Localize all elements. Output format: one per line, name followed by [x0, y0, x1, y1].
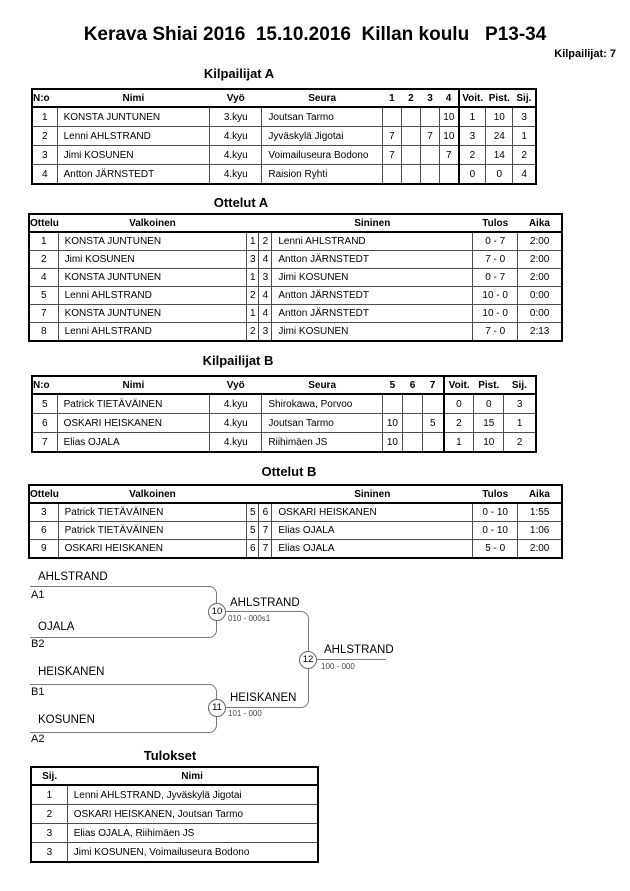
col-header-no: N:o: [32, 376, 57, 394]
wins-cell: 0: [444, 394, 474, 414]
competitor-name: Jimi KOSUNEN: [57, 146, 210, 165]
time-cell: 2:00: [518, 251, 562, 269]
points-cell: 15: [474, 414, 504, 433]
place-cell: 1: [31, 785, 67, 805]
competitor-name: KONSTA JUNTUNEN: [57, 107, 210, 127]
match-no: 8: [29, 323, 58, 342]
result-cell: 10 - 0: [473, 287, 518, 305]
competitor-club: Joutsan Tarmo: [262, 414, 382, 433]
points-cell: 10: [474, 433, 504, 453]
white-name: KONSTA JUNTUNEN: [58, 232, 247, 251]
col-header-wins: Voit.: [444, 376, 474, 394]
competitor-club: Shirokawa, Porvoo: [262, 394, 382, 414]
score-cell: [401, 146, 420, 165]
result-name: Elias OJALA, Riihimäen JS: [67, 824, 318, 843]
result-name: OSKARI HEISKANEN, Joutsan Tarmo: [67, 805, 318, 824]
blue-name: Jimi KOSUNEN: [272, 323, 473, 342]
col-header-m3: 3: [420, 89, 439, 107]
competitor-belt: 4.kyu: [210, 433, 262, 453]
blue-no: 2: [259, 232, 272, 251]
col-header-m2: 6: [402, 376, 422, 394]
bracket-connector: [216, 659, 309, 708]
white-no: 5: [247, 503, 259, 522]
table-row: [32, 394, 536, 414]
score-cell: 5: [423, 414, 444, 433]
pool-a-header-row: [32, 89, 536, 107]
matches-b-header-row: [29, 485, 562, 503]
place-cell: 2: [513, 146, 536, 165]
match-no: 7: [29, 305, 58, 323]
table-row: [31, 805, 318, 824]
white-no: 5: [247, 522, 259, 540]
score-cell: [382, 165, 401, 185]
competitor-no: 6: [32, 414, 57, 433]
col-header-time: Aika: [518, 214, 562, 232]
match-no: 1: [29, 232, 58, 251]
match-no: 5: [29, 287, 58, 305]
competitor-name: Antton JÄRNSTEDT: [57, 165, 210, 185]
results-table: [30, 766, 319, 863]
score-cell: 7: [382, 127, 401, 146]
place-cell: 1: [504, 414, 536, 433]
table-row: [32, 127, 536, 146]
place-cell: 3: [31, 843, 67, 863]
pool-b-heading: Kilpailijat B: [202, 353, 274, 368]
match-no: 3: [29, 503, 58, 522]
competitor-club: Raision Ryhti: [262, 165, 382, 185]
col-header-club: Seura: [262, 89, 382, 107]
result-cell: 0 - 7: [473, 232, 518, 251]
col-header-m2: 2: [401, 89, 420, 107]
result-cell: 5 - 0: [473, 540, 518, 559]
white-name: OSKARI HEISKANEN: [58, 540, 247, 559]
time-cell: 2:00: [518, 232, 562, 251]
blue-name: OSKARI HEISKANEN: [272, 503, 473, 522]
bracket-winner: HEISKANEN: [230, 692, 297, 704]
result-cell: 7 - 0: [473, 323, 518, 342]
table-row: [29, 323, 562, 342]
match-no: 2: [29, 251, 58, 269]
bracket-seed: A1: [31, 589, 45, 601]
competitor-no: 4: [32, 165, 57, 185]
score-cell: [423, 433, 444, 453]
col-header-blue: Sininen: [272, 485, 473, 503]
competitor-name: Elias OJALA: [57, 433, 210, 453]
wins-cell: 1: [444, 433, 474, 453]
blue-no: 4: [259, 287, 272, 305]
blue-no: 3: [259, 323, 272, 342]
pool-b-table: [31, 375, 537, 453]
match-number-badge: 11: [208, 699, 226, 717]
competitor-belt: 4.kyu: [210, 394, 262, 414]
blue-no: 7: [259, 522, 272, 540]
time-cell: 2:13: [518, 323, 562, 342]
col-header-m1: 5: [382, 376, 402, 394]
score-cell: 7: [420, 127, 439, 146]
white-name: KONSTA JUNTUNEN: [58, 269, 247, 287]
points-cell: 14: [486, 146, 513, 165]
bracket-connector: [30, 586, 217, 638]
white-no: 2: [247, 287, 259, 305]
col-header-m1: 1: [382, 89, 401, 107]
table-row: [29, 540, 562, 559]
col-header-result: Tulos: [473, 485, 518, 503]
score-cell: [420, 146, 439, 165]
competitor-name: Patrick TIETÄVÄINEN: [57, 394, 210, 414]
result-name: Jimi KOSUNEN, Voimailuseura Bodono: [67, 843, 318, 863]
match-number-badge: 12: [299, 651, 317, 669]
page-title: Kerava Shiai 2016 15.10.2016 Killan koulu P13-34: [83, 24, 547, 45]
score-cell: [382, 394, 402, 414]
competitor-no: 3: [32, 146, 57, 165]
time-cell: 2:00: [518, 540, 562, 559]
blue-no: 4: [259, 305, 272, 323]
score-cell: [420, 107, 439, 127]
col-header-time: Aika: [518, 485, 562, 503]
competitors-count: Kilpailijat: 7: [554, 48, 616, 60]
bracket-competitor: OJALA: [38, 621, 75, 633]
match-no: 9: [29, 540, 58, 559]
table-row: [29, 269, 562, 287]
white-name: Jimi KOSUNEN: [58, 251, 247, 269]
time-cell: 0:00: [518, 287, 562, 305]
bracket-winner: AHLSTRAND: [324, 644, 394, 656]
bracket-score: 010 - 000s1: [228, 614, 271, 623]
table-row: [29, 522, 562, 540]
score-cell: 10: [382, 433, 402, 453]
blue-name: Lenni AHLSTRAND: [272, 232, 473, 251]
competitor-belt: 4.kyu: [210, 414, 262, 433]
match-no: 4: [29, 269, 58, 287]
bracket-connector: [30, 684, 217, 733]
col-header-place: Sij.: [504, 376, 536, 394]
score-cell: 10: [440, 127, 459, 146]
bracket-winner: AHLSTRAND: [230, 597, 300, 609]
match-no: 6: [29, 522, 58, 540]
blue-name: Elias OJALA: [272, 522, 473, 540]
blue-name: Antton JÄRNSTEDT: [272, 287, 473, 305]
wins-cell: 2: [444, 414, 474, 433]
matches-a-table: [28, 213, 563, 342]
place-cell: 3: [31, 824, 67, 843]
col-header-name: Nimi: [67, 767, 318, 785]
matches-b-heading: Ottelut B: [261, 464, 317, 479]
white-name: Lenni AHLSTRAND: [58, 287, 247, 305]
score-cell: [382, 107, 401, 127]
white-name: Patrick TIETÄVÄINEN: [58, 503, 247, 522]
col-header-wins: Voit.: [459, 89, 486, 107]
table-row: [29, 251, 562, 269]
score-cell: 10: [382, 414, 402, 433]
col-header-match: Ottelu: [29, 485, 58, 503]
points-cell: 10: [486, 107, 513, 127]
white-no: 1: [247, 305, 259, 323]
col-header-name: Nimi: [57, 376, 210, 394]
competitor-belt: 4.kyu: [210, 165, 262, 185]
bracket-connector: [307, 659, 386, 660]
bracket-seed: B2: [31, 638, 45, 650]
result-cell: 0 - 10: [473, 522, 518, 540]
blue-no: 3: [259, 269, 272, 287]
col-header-blue-no: [259, 485, 272, 503]
col-header-place: Sij.: [513, 89, 536, 107]
table-row: [29, 232, 562, 251]
place-cell: 3: [513, 107, 536, 127]
white-no: 2: [247, 323, 259, 342]
table-row: [32, 414, 536, 433]
competitor-club: Riihimäen JS: [262, 433, 382, 453]
score-cell: [440, 165, 459, 185]
score-cell: 10: [440, 107, 459, 127]
table-row: [29, 305, 562, 323]
col-header-name: Nimi: [57, 89, 210, 107]
time-cell: 1:06: [518, 522, 562, 540]
col-header-white: Valkoinen: [58, 485, 247, 503]
wins-cell: 1: [459, 107, 486, 127]
table-row: [31, 824, 318, 843]
bracket-seed: A2: [31, 733, 45, 745]
points-cell: 24: [486, 127, 513, 146]
blue-name: Elias OJALA: [272, 540, 473, 559]
score-cell: [401, 165, 420, 185]
table-row: [31, 785, 318, 805]
bracket-connector: [216, 611, 309, 660]
col-header-result: Tulos: [473, 214, 518, 232]
white-no: 1: [247, 232, 259, 251]
table-row: [32, 107, 536, 127]
result-cell: 7 - 0: [473, 251, 518, 269]
place-cell: 4: [513, 165, 536, 185]
col-header-white: Valkoinen: [58, 214, 247, 232]
score-cell: [401, 107, 420, 127]
wins-cell: 3: [459, 127, 486, 146]
white-no: 1: [247, 269, 259, 287]
bracket-score: 100 - 000: [321, 662, 355, 671]
bracket-competitor: HEISKANEN: [38, 666, 105, 678]
col-header-no: N:o: [32, 89, 57, 107]
results-heading: Tulokset: [143, 748, 197, 763]
col-header-place: Sij.: [31, 767, 67, 785]
white-name: KONSTA JUNTUNEN: [58, 305, 247, 323]
white-name: Patrick TIETÄVÄINEN: [58, 522, 247, 540]
matches-b-table: [28, 484, 563, 559]
table-row: [31, 843, 318, 863]
place-cell: 1: [513, 127, 536, 146]
score-cell: [401, 127, 420, 146]
blue-no: 4: [259, 251, 272, 269]
blue-name: Antton JÄRNSTEDT: [272, 251, 473, 269]
pool-a-table: [31, 88, 537, 185]
match-number-badge: 10: [208, 603, 226, 621]
col-header-belt: Vyö: [210, 376, 262, 394]
white-no: 3: [247, 251, 259, 269]
score-cell: [420, 165, 439, 185]
score-cell: [402, 433, 422, 453]
points-cell: 0: [474, 394, 504, 414]
competitor-no: 2: [32, 127, 57, 146]
result-name: Lenni AHLSTRAND, Jyväskylä Jigotai: [67, 785, 318, 805]
competitor-belt: 4.kyu: [210, 146, 262, 165]
score-cell: 7: [440, 146, 459, 165]
col-header-m4: 4: [440, 89, 459, 107]
bracket-competitor: AHLSTRAND: [38, 571, 108, 583]
table-row: [29, 287, 562, 305]
pool-b-header-row: [32, 376, 536, 394]
col-header-match: Ottelu: [29, 214, 58, 232]
competitor-club: Joutsan Tarmo: [262, 107, 382, 127]
place-cell: 2: [31, 805, 67, 824]
place-cell: 3: [504, 394, 536, 414]
blue-no: 6: [259, 503, 272, 522]
white-name: Lenni AHLSTRAND: [58, 323, 247, 342]
table-row: [32, 165, 536, 185]
competitor-belt: 3.kyu: [210, 107, 262, 127]
competitor-name: Lenni AHLSTRAND: [57, 127, 210, 146]
score-cell: 7: [382, 146, 401, 165]
blue-name: Jimi KOSUNEN: [272, 269, 473, 287]
bracket-seed: B1: [31, 686, 45, 698]
score-cell: [402, 394, 422, 414]
result-cell: 0 - 7: [473, 269, 518, 287]
competitor-no: 5: [32, 394, 57, 414]
time-cell: 0:00: [518, 305, 562, 323]
score-cell: [402, 414, 422, 433]
competitor-no: 1: [32, 107, 57, 127]
blue-no: 7: [259, 540, 272, 559]
col-header-white-no: [247, 485, 259, 503]
table-row: [32, 146, 536, 165]
col-header-belt: Vyö: [210, 89, 262, 107]
competitor-name: OSKARI HEISKANEN: [57, 414, 210, 433]
time-cell: 1:55: [518, 503, 562, 522]
col-header-m3: 7: [423, 376, 444, 394]
wins-cell: 0: [459, 165, 486, 185]
points-cell: 0: [486, 165, 513, 185]
bracket-competitor: KOSUNEN: [38, 714, 95, 726]
col-header-white-no: [247, 214, 259, 232]
competitor-club: Jyväskylä Jigotai: [262, 127, 382, 146]
table-row: [32, 433, 536, 453]
results-header-row: [31, 767, 318, 785]
place-cell: 2: [504, 433, 536, 453]
result-cell: 0 - 10: [473, 503, 518, 522]
competitor-belt: 4.kyu: [210, 127, 262, 146]
result-cell: 10 - 0: [473, 305, 518, 323]
matches-a-header-row: [29, 214, 562, 232]
matches-a-heading: Ottelut A: [213, 195, 269, 210]
blue-name: Antton JÄRNSTEDT: [272, 305, 473, 323]
table-row: [29, 503, 562, 522]
pool-a-heading: Kilpailijat A: [203, 66, 275, 81]
col-header-club: Seura: [262, 376, 382, 394]
col-header-points: Pist.: [486, 89, 513, 107]
score-cell: [423, 394, 444, 414]
time-cell: 2:00: [518, 269, 562, 287]
bracket-score: 101 - 000: [228, 709, 262, 718]
wins-cell: 2: [459, 146, 486, 165]
competitor-club: Voimailuseura Bodono: [262, 146, 382, 165]
col-header-blue-no: [259, 214, 272, 232]
col-header-points: Pist.: [474, 376, 504, 394]
competitor-no: 7: [32, 433, 57, 453]
white-no: 6: [247, 540, 259, 559]
col-header-blue: Sininen: [272, 214, 473, 232]
